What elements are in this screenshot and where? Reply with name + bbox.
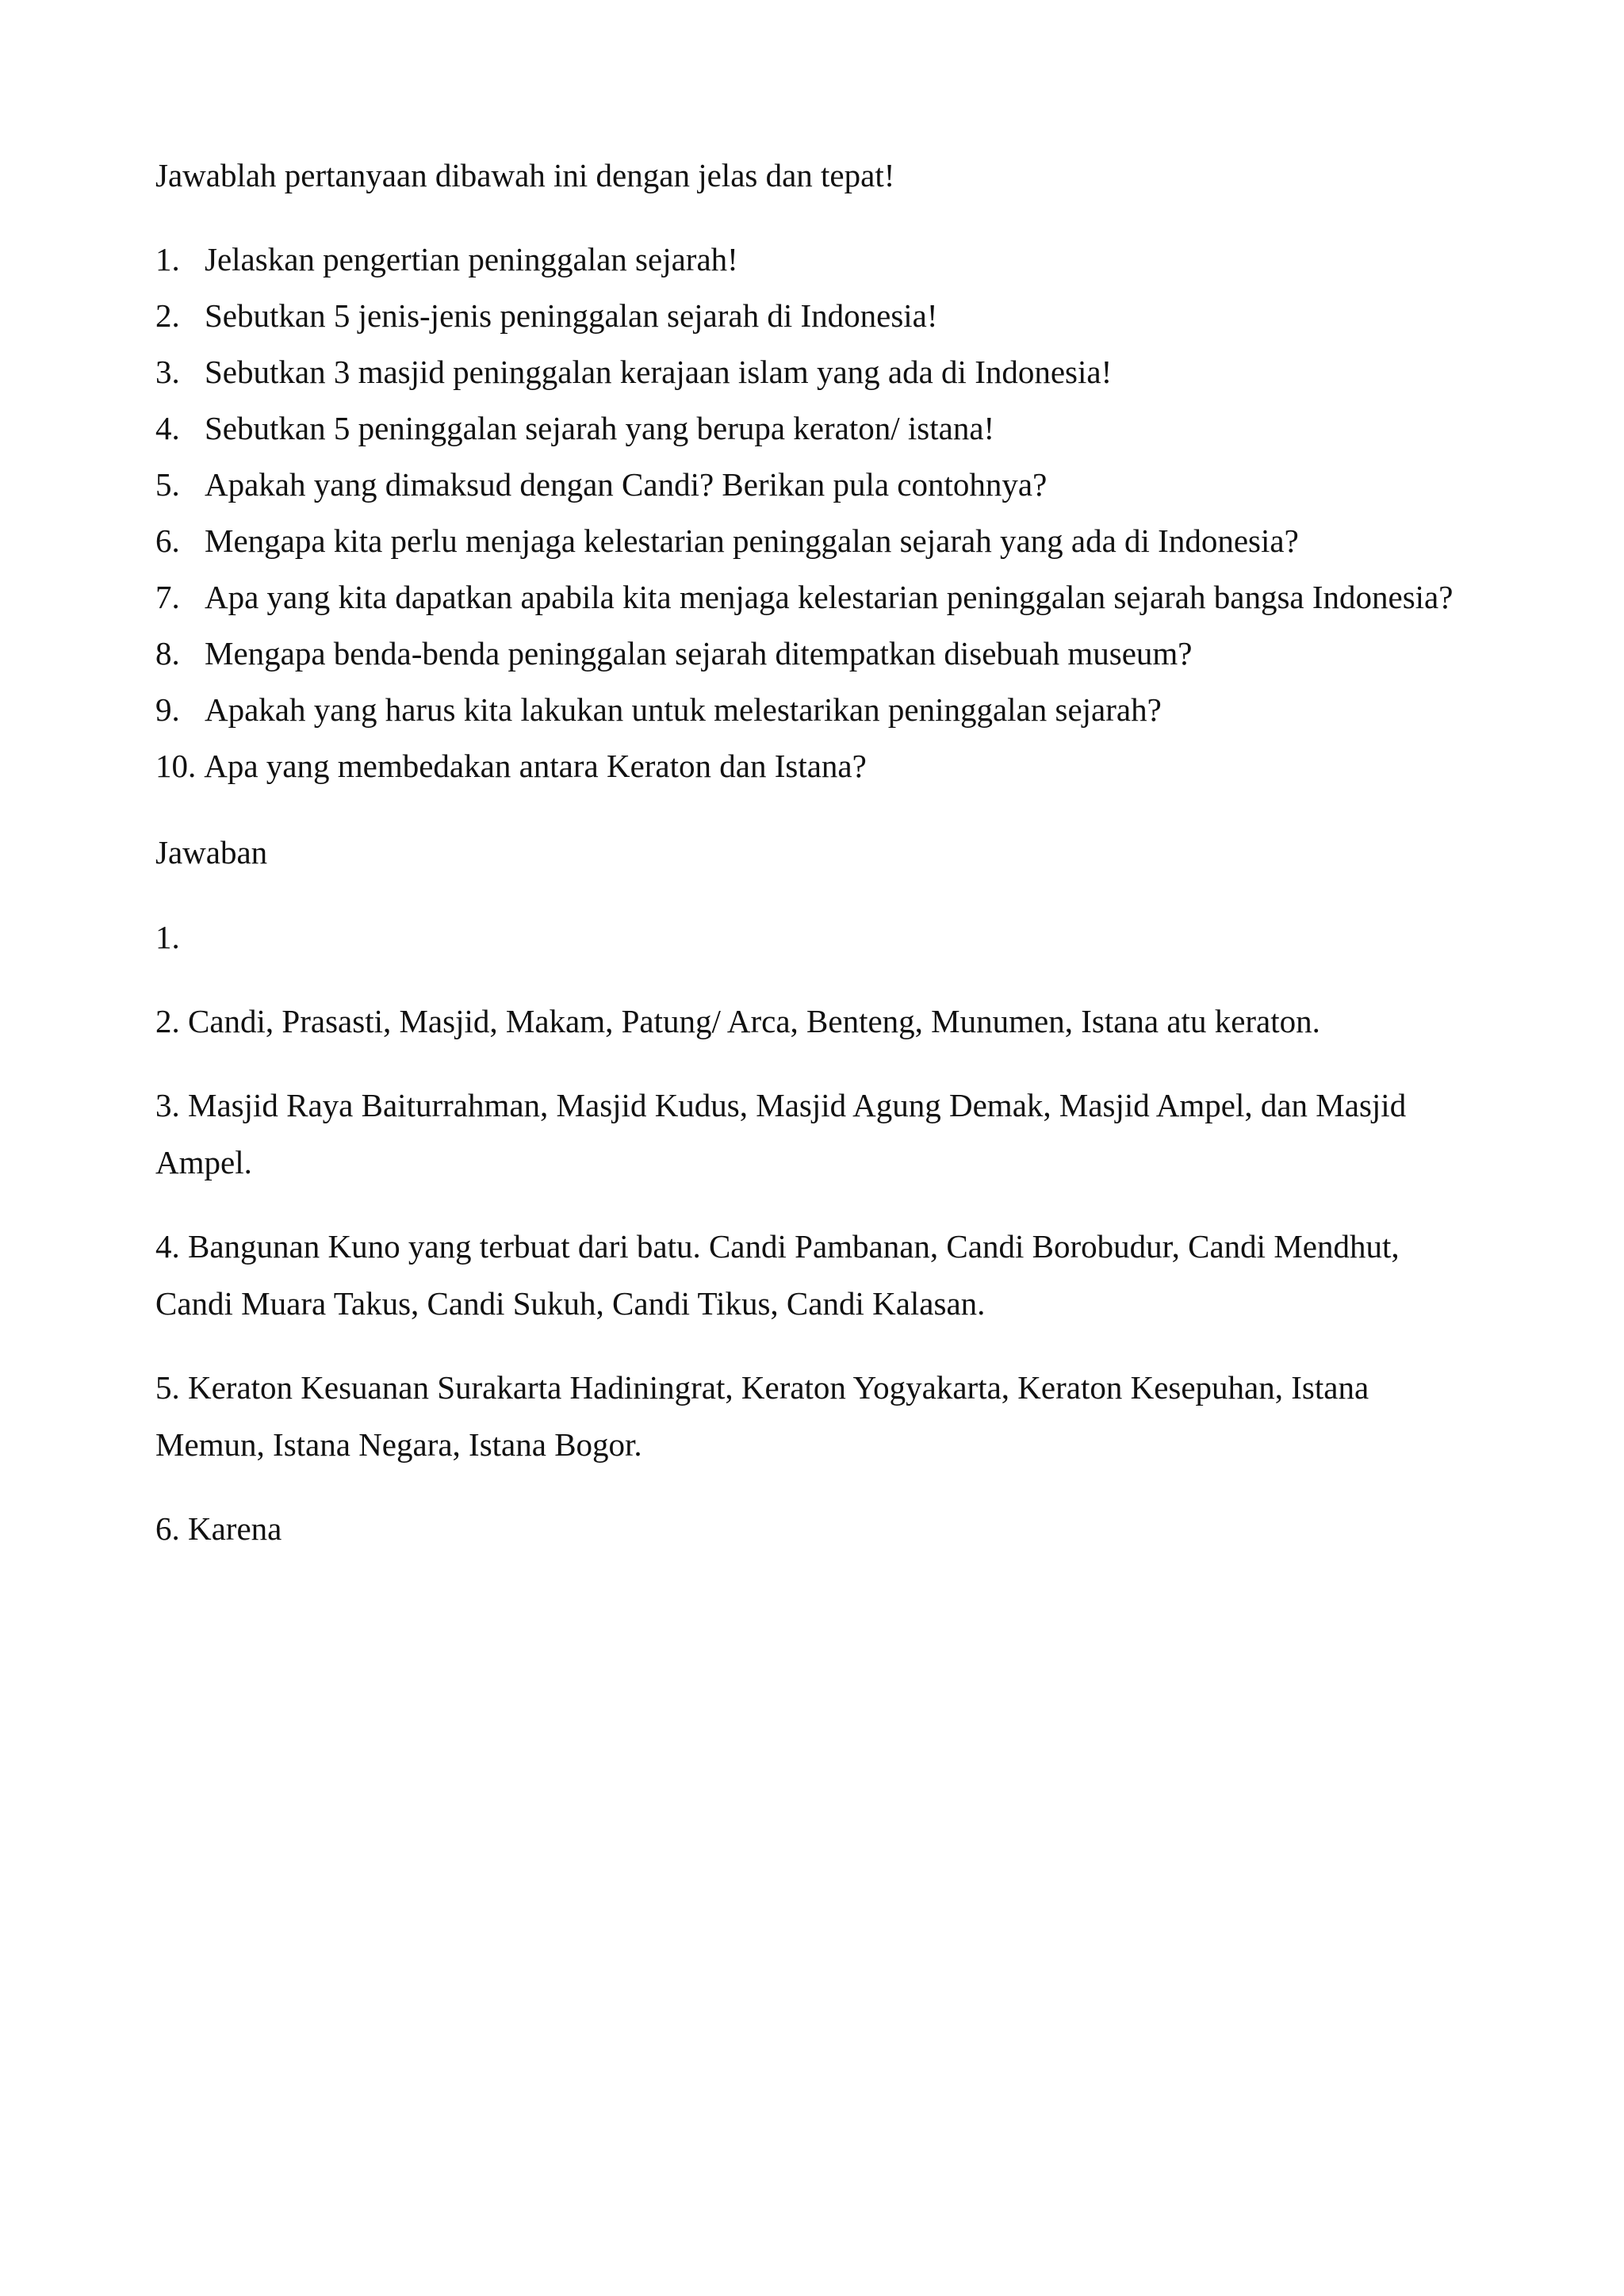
question-text: Sebutkan 5 peninggalan sejarah yang berupa keraton/ istana! — [205, 410, 995, 446]
question-number: 7. — [155, 579, 180, 615]
answer-item: 6. Karena — [155, 1510, 282, 1547]
question-number: 6. — [155, 522, 180, 559]
question-item — [155, 681, 1453, 737]
question-number: 2. — [155, 297, 180, 334]
answer-item: 3. Masjid Raya Baiturrahman, Masjid Kudus, Masjid Agung Demak, Masjid Ampel, dan Masjid Ampel. — [155, 1087, 1407, 1181]
question-text: Apa yang membedakan antara Keraton dan Istana? — [204, 748, 867, 784]
question-number: 8. — [155, 635, 180, 672]
question-item — [155, 625, 1453, 681]
question-number: 9. — [155, 691, 180, 728]
question-item — [155, 287, 1453, 343]
answer-item: 2. Candi, Prasasti, Masjid, Makam, Patung/ Arca, Benteng, Munumen, Istana atu keraton. — [155, 1003, 1320, 1039]
question-item — [155, 512, 1453, 568]
question-number: 10. — [155, 748, 197, 784]
answer-item: 1. — [155, 919, 180, 955]
question-text: Mengapa kita perlu menjaga kelestarian peninggalan sejarah yang ada di Indonesia? — [205, 522, 1299, 559]
instruction-text: Jawablah pertanyaan dibawah ini dengan jelas dan tepat! — [155, 157, 895, 193]
question-item — [155, 231, 1453, 287]
question-list — [155, 231, 1453, 794]
question-text: Apakah yang dimaksud dengan Candi? Berikan pula contohnya? — [205, 466, 1048, 503]
question-text: Sebutkan 3 masjid peninggalan kerajaan islam yang ada di Indonesia! — [205, 354, 1113, 390]
question-text: Mengapa benda-benda peninggalan sejarah ditempatkan disebuah museum? — [205, 635, 1193, 672]
question-item — [155, 737, 1453, 794]
question-text: Sebutkan 5 jenis-jenis peninggalan sejarah di Indonesia! — [205, 297, 938, 334]
question-number: 3. — [155, 354, 180, 390]
question-number: 5. — [155, 466, 180, 503]
answer-item: 4. Bangunan Kuno yang terbuat dari batu. Candi Pambanan, Candi Borobudur, Candi Mendhut, Candi Muara Takus, Candi Sukuh, Candi Tikus, Candi Kalasan. — [155, 1228, 1400, 1322]
question-text: Apakah yang harus kita lakukan untuk melestarikan peninggalan sejarah? — [205, 691, 1162, 728]
question-number: 4. — [155, 410, 180, 446]
question-item — [155, 343, 1453, 400]
answer-list — [155, 909, 1456, 1584]
question-item — [155, 400, 1453, 456]
question-number: 1. — [155, 241, 180, 277]
answer-item: 5. Keraton Kesuanan Surakarta Hadiningrat, Keraton Yogyakarta, Keraton Kesepuhan, Istana Memun, Istana Negara, Istana Bogor. — [155, 1369, 1369, 1463]
question-item — [155, 456, 1453, 512]
answers-heading: Jawaban — [155, 834, 268, 871]
question-item — [155, 568, 1453, 625]
question-text: Apa yang kita dapatkan apabila kita menjaga kelestarian peninggalan sejarah bangsa Indonesia? — [205, 579, 1454, 615]
question-text: Jelaskan pengertian peninggalan sejarah! — [205, 241, 738, 277]
